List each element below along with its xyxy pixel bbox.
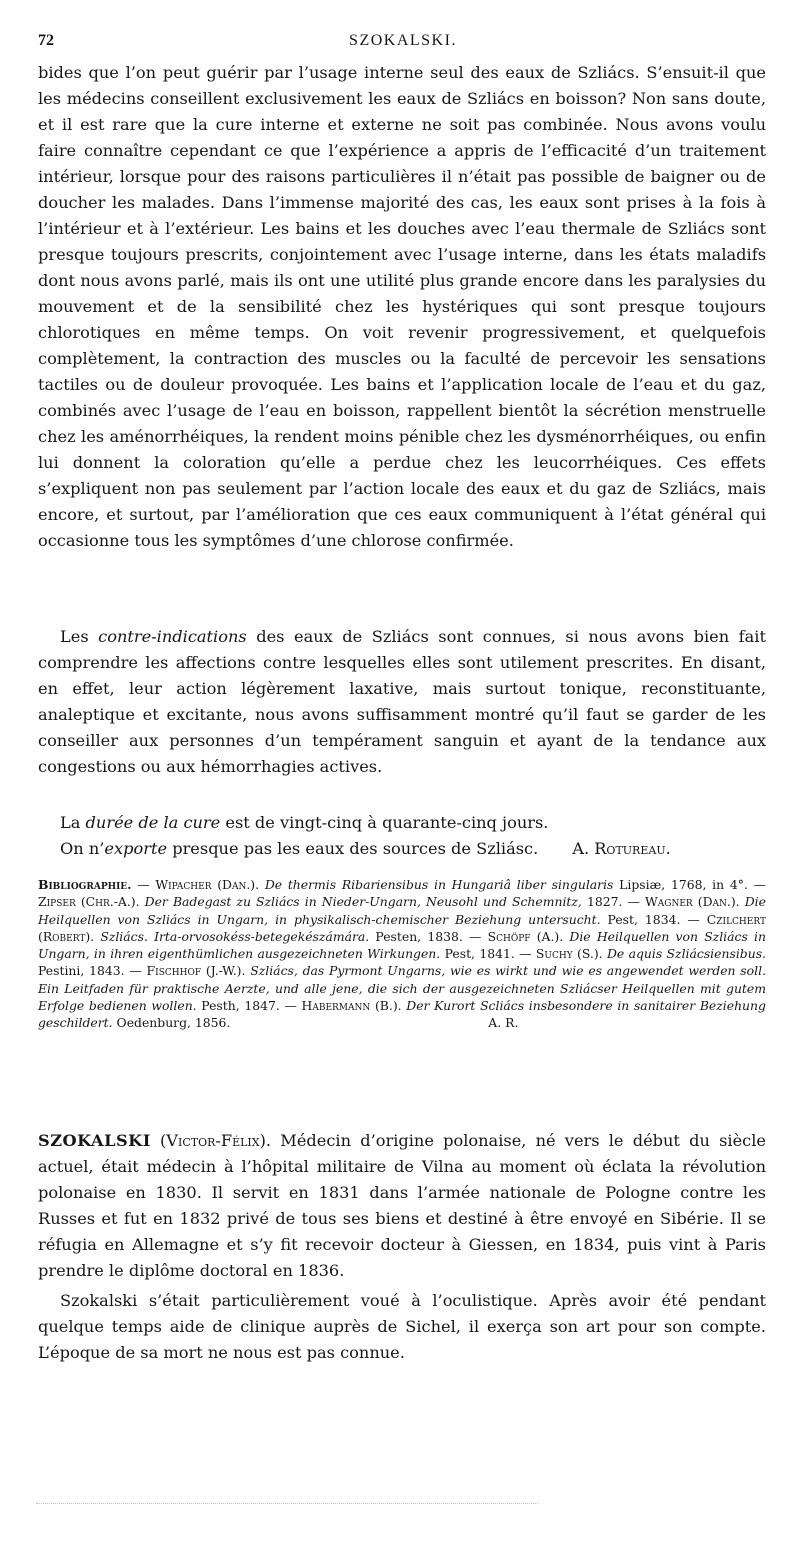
bib-publication: Oedenburg, 1856. bbox=[116, 1015, 231, 1031]
export-term: exporte bbox=[104, 839, 168, 858]
paragraph-treatment: bides que l’on peut guérir par l’usage interne seul des eaux de Szliács. S’ensuit-il que les médecins conseillent exclusivement les eaux de Szliács en boisson? Non sans doute, et il est rare que la cure interne et externe ne soit pas combinée. Nous avons voulu faire connaître cependant ce que l’expérience a appris de l’efficacité d’un traitement intérieur, lorsque pour des raisons particulières il n’était pas possible de baigner ou de doucher les malades. Dans l’immense majorité des cas, les eaux sont prises à la fois à l’intérieur et à l’extérieur. Les bains et les douches avec l’eau thermale de Szliács sont presque toujours prescrits, conjointement avec l’usage interne, dans les états maladifs dont nous avons parlé, mais ils ont une utilité plus grande encore dans les paralysies du mouvement et de la sensibilité chez les hystériques qui sont presque toujours chlorotiques en même temps. On voit revenir progressivement, et quelquefois complètement, la contraction des muscles ou la faculté de percevoir les sensations tactiles ou de douleur provoquée. Les bains et l’application locale de l’eau et du gaz, combinés avec l’usage de l’eau en boisson, rappellent bientôt la sécrétion menstruelle chez les aménorrhéiques, la rendent moins pénible chez les dysménorrhéiques, ou enfin lui donnent la coloration qu’elle a perdue chez les leucorrhéiques. Ces effets s’expliquent non pas seulement par l’action locale des eaux et du gaz de Szliács, mais encore, et surtout, par l’amélioration que ces eaux communiquent à l’état général qui occasionne tous les symptômes d’une chlorose confirmée. bbox=[38, 63, 766, 550]
paragraph-duration bbox=[38, 810, 766, 836]
bibliography-label: Bibliographie. bbox=[38, 877, 132, 892]
contraindications-term: contre-indications bbox=[98, 627, 247, 646]
bib-author: Czilchert (Robert). bbox=[38, 911, 766, 944]
bibliography-signature: A. R. bbox=[488, 1015, 519, 1031]
bib-title: Die Heilquellen von Szliács in Ungarn, in ihren eigenthümlichen ausgezeichneten Wirkungen. bbox=[38, 928, 766, 962]
bib-publication: Pesten, 1838. — bbox=[375, 928, 482, 944]
contraindications-text: des eaux de Szliács sont connues, si nous avons bien fait comprendre les affections contre lesquelles elles sont utilement prescrites. En disant, en effet, leur action légèrement laxative, mais surtout tonique, reconstituante, analeptique et excitante, nous avons suffisamment montré qu’il faut se garder de les conseiller aux personnes d’un tempérament sanguin et ayant de la tendance aux congestions ou aux hémorrhagies actives. bbox=[38, 627, 766, 776]
bibliography bbox=[38, 876, 766, 1032]
bib-author: Wagner (Dan.). bbox=[645, 894, 740, 910]
bib-author: Suchy (S.). bbox=[535, 946, 603, 962]
biography-paragraph: Szokalski s’était particulièrement voué à l’oculistique. Après avoir été pendant quelque temps aide de clinique auprès de Sichel, il exerça son art pour son compte. L’époque de sa mort ne nous est pas connue. bbox=[38, 1291, 766, 1362]
duration-term: durée de la cure bbox=[85, 813, 221, 832]
bib-title: Die Heilquellen von Szliács in Ungarn, in physikalisch-chemischer Beziehung untersucht. bbox=[38, 894, 766, 927]
biography-text: Médecin d’origine polonaise, né vers le début du siècle actuel, était médecin à l’hôpital militaire de Vilna au moment où éclata la révolution polonaise en 1830. Il servit en 1831 dans l’armée nationale de Pologne contre les Russes et fut en 1832 privé de tous ses biens et destiné à être envoyé en Sibérie. Il se réfugia en Allemagne et s’y fit recevoir docteur à Giessen, en 1834, puis vint à Paris prendre le diplôme doctoral en 1836. bbox=[38, 1131, 766, 1280]
bib-title: De aquis Szliácsiensibus. bbox=[606, 946, 766, 962]
duration-text: est de vingt-cinq à quarante-cinq jours. bbox=[220, 813, 549, 832]
running-head: SZOKALSKI. bbox=[349, 32, 457, 49]
export-lead: On n’ bbox=[60, 839, 105, 858]
bib-title: Szliács, das Pyrmont Ungarns, wie es wirkt und wie es angewendet werden soll. Ein Leitfaden für praktische Aerzte, und alle jene, die sich der ausgezeichneten Szliácser Heilquellen mit gutem Erfolge bedienen wollen. bbox=[38, 963, 766, 1014]
bib-publication: Pest, 1841. — bbox=[444, 946, 532, 962]
entry-headword: SZOKALSKI bbox=[38, 1131, 151, 1150]
page-number: 72 bbox=[38, 32, 54, 49]
bib-title: Der Kurort Scliács insbesondere in sanitairer Beziehung geschildert. bbox=[38, 998, 766, 1031]
bib-title: Szliács. Irta-orvosokéss-betegekészámára. bbox=[100, 928, 370, 944]
bib-publication: Pest, 1834. — bbox=[607, 911, 700, 927]
bib-publication: Pesth, 1847. — bbox=[201, 998, 297, 1014]
paragraph-contraindications bbox=[38, 624, 766, 780]
page-header bbox=[38, 32, 768, 56]
article-continuation bbox=[38, 60, 766, 554]
export-text: presque pas les eaux des sources de Szliásc. bbox=[167, 839, 539, 858]
bib-author: — Wipacher (Dan.). bbox=[137, 877, 260, 892]
bib-title: Der Badegast zu Szliács in Nieder-Ungarn, Neusohl und Schemnitz, bbox=[144, 894, 582, 910]
paragraph-export bbox=[38, 836, 766, 862]
biography-continuation bbox=[38, 1288, 766, 1366]
bib-author: Schöpf (A.). bbox=[487, 928, 564, 944]
bib-author: Fischhof (J.-W.). bbox=[146, 963, 246, 979]
bib-publication: Lipsiæ, 1768, in 4°. — bbox=[619, 877, 766, 892]
contraindications-lead: Les bbox=[60, 627, 99, 646]
bib-title: De thermis Ribariensibus in Hungariâ liber singularis bbox=[264, 877, 614, 892]
duration-lead: La bbox=[60, 813, 86, 832]
biography-entry bbox=[38, 1128, 766, 1284]
author-signature: A. Rotureau. bbox=[572, 839, 671, 858]
bib-publication: Pestini, 1843. — bbox=[38, 963, 142, 979]
bib-publication: 1827. — bbox=[586, 894, 640, 910]
footer-rule bbox=[36, 1503, 538, 1504]
bib-author: Habermann (B.). bbox=[301, 998, 402, 1014]
bib-author: Zipser (Chr.-A.). bbox=[38, 894, 140, 910]
entry-given-names: (Victor-Félix). bbox=[150, 1131, 272, 1150]
